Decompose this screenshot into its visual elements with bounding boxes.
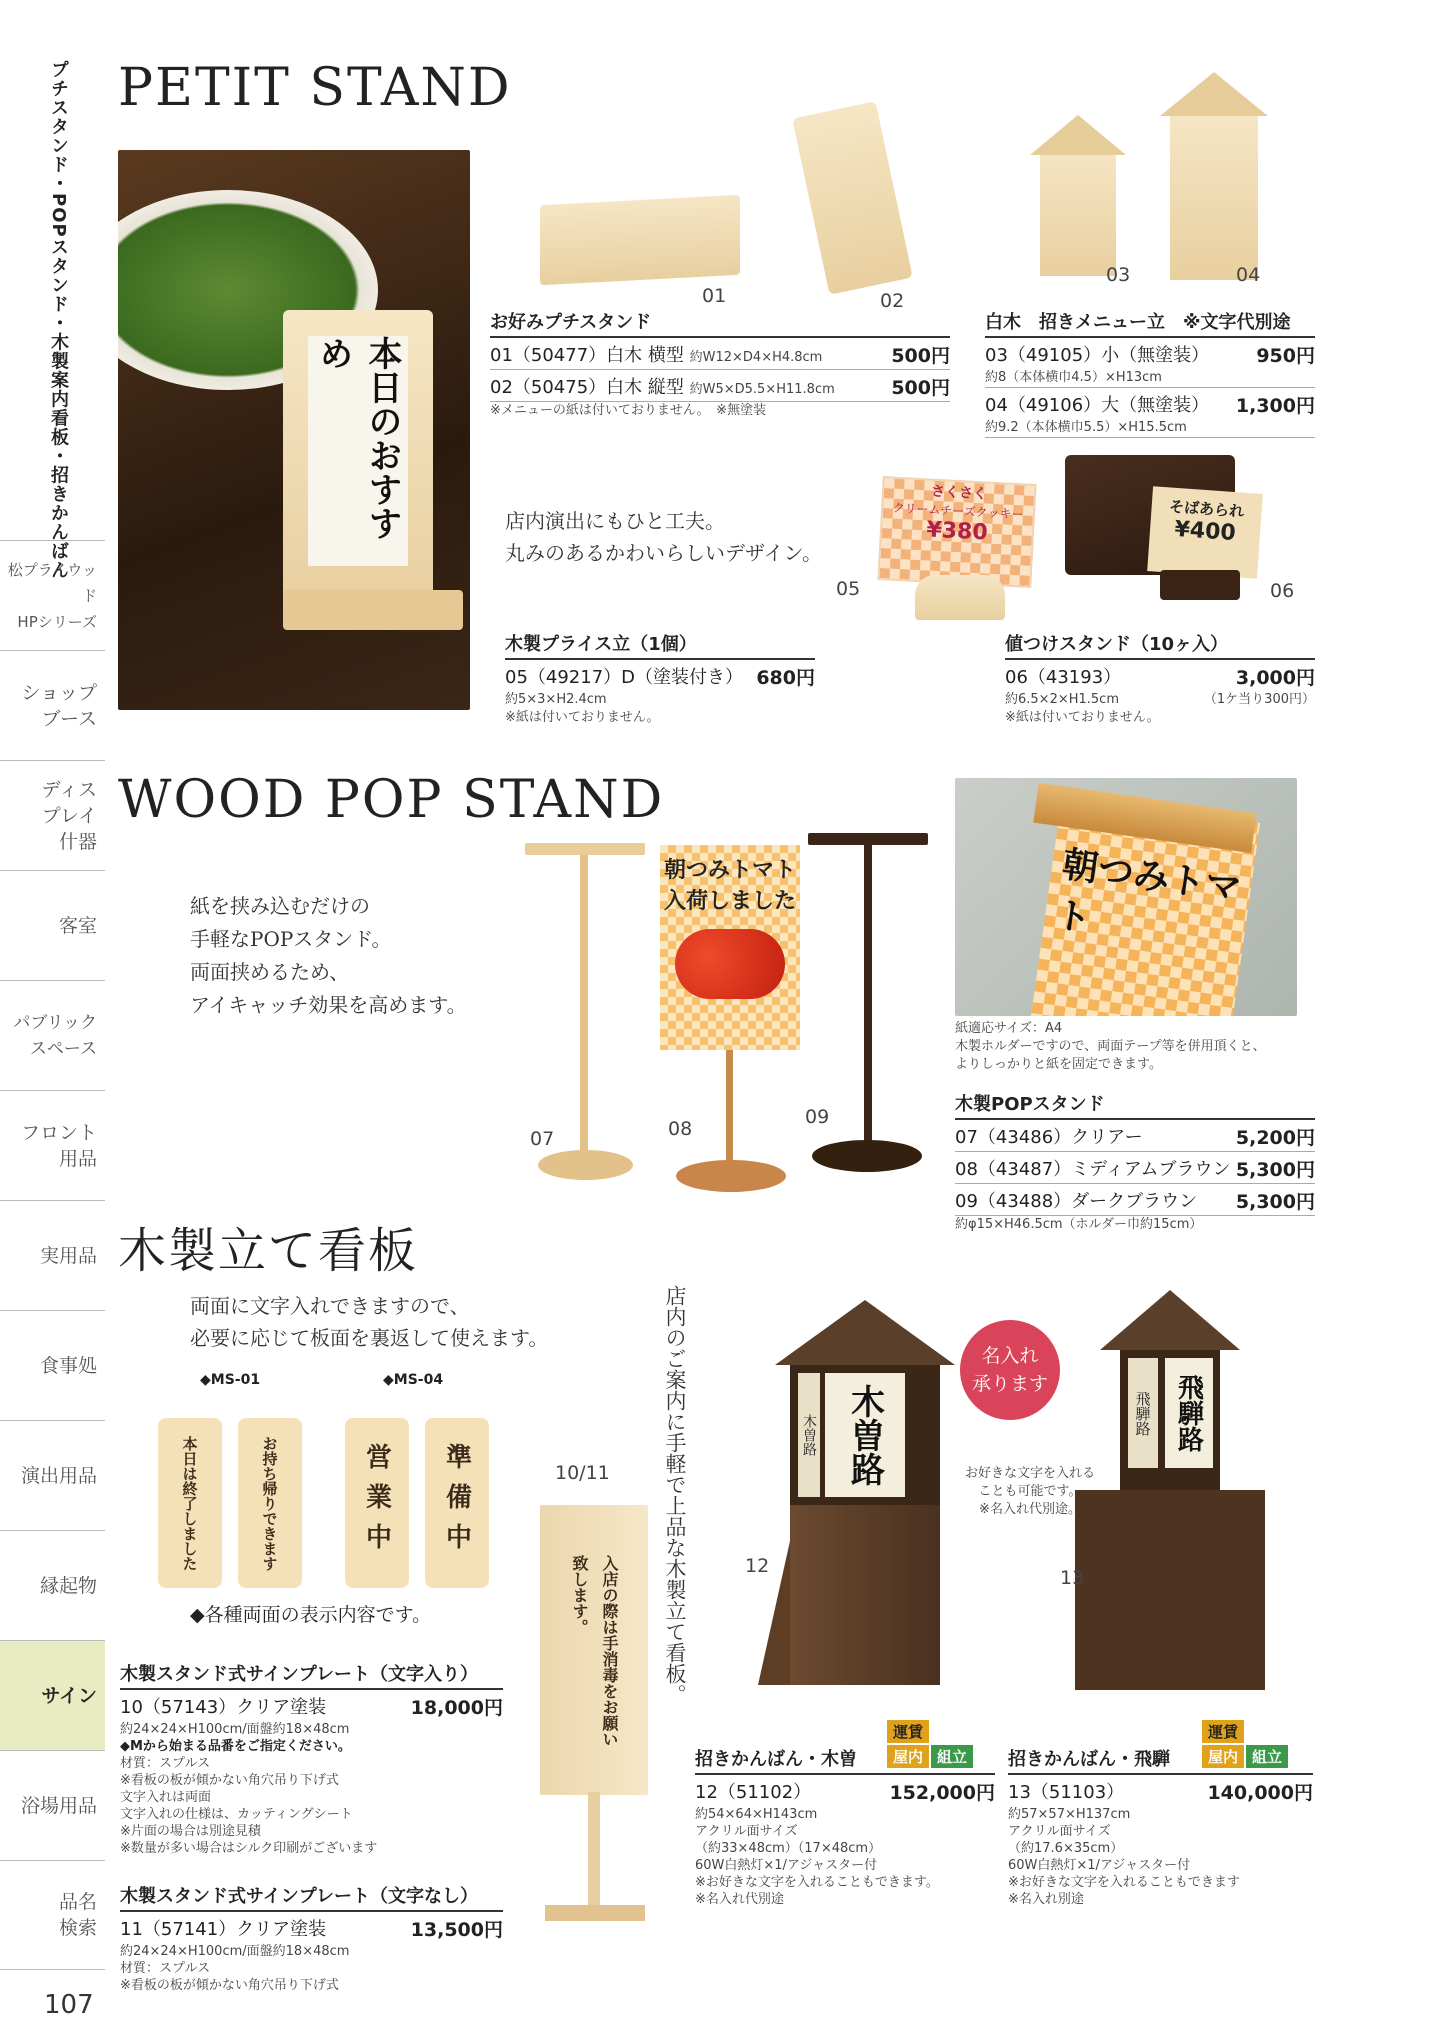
label-05: 05: [836, 578, 861, 600]
neduke-card-image: そばあられ ¥400: [1147, 486, 1263, 578]
hida-heading: 招きかんばん・飛騨: [1008, 1745, 1313, 1775]
badge-indoor: 屋内: [887, 1745, 929, 1768]
woodpop-product-block: [955, 1090, 1315, 1234]
lantern-12-frame: [790, 1365, 940, 1505]
hida-row: 13（51103） 140,000円: [1008, 1782, 1313, 1804]
pop-holder-closeup-photo: [955, 778, 1297, 1016]
stand-02-image: [792, 101, 913, 295]
sign-base: [283, 590, 463, 630]
menu-stand-04-roof: [1160, 72, 1268, 116]
shiraki-row-04: 04（49106）大（無塗装） 1,300円: [985, 395, 1315, 417]
kiso-block: [695, 1745, 995, 1908]
neduke-row: 06（43193） 3,000円: [1005, 667, 1315, 689]
label-10-11: 10/11: [555, 1462, 610, 1484]
sidebar-item-search[interactable]: 品名 検索: [0, 1860, 105, 1970]
lantern-13-roof: [1100, 1290, 1240, 1350]
signplate-11-details: 約24×24×H100cm/面盤約18×48cm 材質：スプルス ※看板の板が傾かない角穴吊り下げ式: [120, 1944, 350, 1993]
name-engraving-badge: 名入れ 承ります: [960, 1320, 1060, 1420]
sidebar-item-public-space[interactable]: パブリック スペース: [0, 980, 105, 1090]
woodpop-row-09: 09（43488）ダークブラウン 5,300円: [955, 1184, 1315, 1216]
woodpop-copy: 紙を挟み込むだけの 手軽なPOPスタンド。 両面挟めるため、 アイキャッチ効果を高めます。: [190, 894, 467, 1017]
signplate-10-details: 約24×24×H100cm/面盤約18×48cm ◆Mから始まる品番をご指定ください。 材質：スプルス ※看板の板が傾かない角穴吊り下げ式 文字入れは両面 文字入れの仕様は、カッティングシート ※片面の場合は別途見積 ※数量が多い場合はシルク印刷がございます: [120, 1722, 378, 1856]
label-12: 12: [745, 1555, 770, 1577]
badge-assembly: 組立: [1246, 1745, 1288, 1768]
signboard-pole: [588, 1792, 600, 1912]
stand-01-image: [540, 195, 740, 285]
pop-stand-07-base: [538, 1150, 633, 1180]
sign-card-text: 本日のおすすめ: [308, 336, 408, 566]
okonomi-row-01: 01（50477）白木 横型 約W12×D4×H4.8cm 500円: [490, 338, 950, 370]
neduke-block: [1005, 630, 1315, 727]
signplate-11-heading: 木製スタンド式サインプレート（文字なし）: [120, 1882, 503, 1912]
ms04-label: ◆MS-04: [383, 1372, 444, 1388]
pop-stand-09-pole: [864, 845, 872, 1145]
shiraki-size-04: 約9.2（本体横巾5.5）×H15.5cm: [985, 419, 1315, 438]
woodpop-row-08: 08（43487）ミディアムブラウン 5,300円: [955, 1152, 1315, 1184]
neduke-heading: 値つけスタンド（10ヶ入）: [1005, 630, 1315, 660]
badge-freight: 運賃: [887, 1720, 929, 1743]
sidebar-item-plywood[interactable]: 松プライウッド HPシリーズ: [0, 540, 105, 650]
kiso-details: 約54×64×H143cm アクリル面サイズ （約33×48cm）（17×48cm） 60W白熱灯×1/アジャスター付 ※お好きな文字を入れることもできます。 ※名入れ代別途: [695, 1807, 939, 1907]
name-engraving-notes: お好きな文字を入れる ことも可能です。 ※名入れ代別途。: [964, 1466, 1095, 1517]
sign-stand-image: [283, 310, 433, 610]
page-number: 107: [44, 1990, 94, 2020]
okonomi-heading: お好みプチスタンド: [490, 308, 950, 338]
petit-main-photo: [118, 150, 470, 710]
badge-freight: 運賃: [1202, 1720, 1244, 1743]
signplate-10-row: 10（57143）クリア塗装 18,000円: [120, 1697, 503, 1719]
sidebar-item-practical[interactable]: 実用品: [0, 1200, 105, 1310]
menu-stand-03-image: [1040, 148, 1116, 276]
label-06: 06: [1270, 580, 1295, 602]
ms01-label: ◆MS-01: [200, 1372, 261, 1388]
okonomi-note: ※メニューの紙は付いておりません。 ※無塗装: [490, 403, 767, 418]
lantern-13-base: [1075, 1490, 1265, 1690]
sign-card-takeout: お持ち帰りできます: [238, 1418, 302, 1588]
pop-stand-09-base: [812, 1140, 922, 1172]
sidebar-item-sign[interactable]: サイン: [0, 1640, 105, 1750]
tate-vertical-copy: 店内のご案内に手軽で上品な木製立て看板。: [663, 1285, 687, 1705]
sidebar-item-guestroom[interactable]: 客室: [0, 870, 105, 980]
sidebar-item-display[interactable]: ディス プレイ 什器: [0, 760, 105, 870]
label-03: 03: [1106, 264, 1131, 286]
kiso-heading: 招きかんばん・木曽: [695, 1745, 995, 1775]
okonomi-product-block: [490, 308, 950, 420]
sign-card-open: 営業中: [345, 1418, 409, 1588]
pop-detail-notes: 紙適応サイズ：A4 木製ホルダーですので、両面テープ等を併用頂くと、 よりしっかりと紙を固定できます。: [955, 1021, 1266, 1072]
lantern-12-side: 木曽路: [798, 1373, 820, 1497]
neduke-base: [1160, 570, 1240, 600]
okonomi-row-02: 02（50475）白木 縦型 約W5×D5.5×H11.8cm 500円: [490, 370, 950, 402]
menu-stand-03-roof: [1030, 115, 1126, 155]
tate-copy: 両面に文字入れできますので、 必要に応じて板面を裏返して使えます。: [190, 1294, 549, 1350]
kiso-badges: [885, 1720, 929, 1743]
closeup-poster: 朝つみトマト: [1030, 795, 1260, 1016]
pop-stand-08-base: [676, 1160, 786, 1192]
price-card-05-image: さくさく クリームチーズクッキー ¥380: [877, 476, 1036, 588]
label-13: 13: [1060, 1567, 1085, 1589]
sidebar-item-shop-booth[interactable]: ショップ ブース: [0, 650, 105, 760]
label-02: 02: [880, 290, 905, 312]
pop-stand-08-pole: [726, 1050, 733, 1165]
price-stand-note: ※紙は付いておりません。: [505, 710, 660, 725]
sign-card-caption: ◆各種両面の表示内容です。: [190, 1604, 432, 1626]
pop-stand-07-pole: [580, 855, 588, 1155]
price-stand-row: 05（49217）D（塗装付き） 680円: [505, 667, 815, 689]
signplate-10-heading: 木製スタンド式サインプレート（文字入り）: [120, 1660, 503, 1690]
tomato-illustration: [675, 929, 785, 999]
signplate-11-block: [120, 1882, 503, 1994]
hida-block: [1008, 1745, 1313, 1908]
sidebar-item-front[interactable]: フロント 用品: [0, 1090, 105, 1200]
badge-assembly: 組立: [931, 1745, 973, 1768]
lantern-13-side: 飛騨路: [1128, 1358, 1158, 1468]
hida-details: 約57×57×H137cm アクリル面サイズ （約17.6×35cm） 60W白熱灯×1/アジャスター付 ※お好きな文字を入れることもできます ※名入れ別途: [1008, 1807, 1240, 1907]
sign-card-closed: 本日は終了しました: [158, 1418, 222, 1588]
signplate-11-row: 11（57141）クリア塗装 13,500円: [120, 1919, 503, 1941]
wood-pop-stand-title: WOOD POP STAND: [118, 770, 665, 830]
tate-kanban-title: 木製立て看板: [118, 1223, 419, 1279]
price-stand-size: 約5×3×H2.4cm: [505, 692, 607, 707]
neduke-size-row: 約6.5×2×H1.5cm （1ケ当り300円）: [1005, 692, 1315, 707]
label-09: 09: [805, 1106, 830, 1128]
signboard-base: [545, 1905, 645, 1921]
shiraki-row-03: 03（49105）小（無塗装） 950円: [985, 345, 1315, 367]
sidebar-item-lucky[interactable]: 縁起物: [0, 1530, 105, 1640]
pop-stand-08-poster: 朝つみトマト 入荷しました: [660, 845, 800, 1050]
label-07: 07: [530, 1128, 555, 1150]
lantern-12-base: [790, 1505, 940, 1685]
signplate-10-block: [120, 1660, 503, 1857]
lantern-13-face: 飛騨路: [1165, 1358, 1213, 1468]
woodpop-size: 約φ15×H46.5cm（ホルダー巾約15cm）: [955, 1217, 1203, 1232]
sidebar-item-dining[interactable]: 食事処: [0, 1310, 105, 1420]
price-stand-heading: 木製プライス立（1個）: [505, 630, 815, 660]
neduke-note: ※紙は付いておりません。: [1005, 710, 1160, 725]
label-01: 01: [702, 285, 727, 307]
sidebar-category-title: プチスタンド・POPスタンド・木製案内看板・招きかんばん: [48, 60, 69, 580]
pop-stand-07-holder: [525, 843, 645, 855]
sidebar-item-staging[interactable]: 演出用品: [0, 1420, 105, 1530]
standing-signboard-image: [540, 1505, 648, 1795]
badge-indoor: 屋内: [1202, 1745, 1244, 1768]
kiso-row: 12（51102） 152,000円: [695, 1782, 995, 1804]
signboard-text: 入店の際は手消毒をお願い致します。: [570, 1555, 619, 1747]
shiraki-size-03: 約8（本体横巾4.5）×H13cm: [985, 369, 1315, 388]
sidebar: [0, 0, 105, 2035]
shiraki-product-block: [985, 308, 1315, 438]
label-04: 04: [1236, 264, 1261, 286]
menu-stand-04-image: [1170, 112, 1258, 280]
sign-card-prep: 準備中: [425, 1418, 489, 1588]
petit-copy: 店内演出にもひと工夫。 丸みのあるかわいらしいデザイン。: [505, 509, 822, 565]
shiraki-heading: 白木 招きメニュー立 ※文字代別途: [985, 308, 1315, 338]
hida-badges: [1200, 1720, 1244, 1743]
sidebar-item-bath[interactable]: 浴場用品: [0, 1750, 105, 1860]
petit-stand-title: PETIT STAND: [118, 58, 512, 118]
pop-stand-09-holder: [808, 833, 928, 845]
price-stand-block: [505, 630, 815, 727]
lantern-12-face: 木曽路: [825, 1373, 905, 1497]
lantern-13-frame: [1120, 1350, 1220, 1490]
lantern-12-roof: [775, 1300, 955, 1365]
woodpop-heading: 木製POPスタンド: [955, 1090, 1315, 1120]
label-08: 08: [668, 1118, 693, 1140]
woodpop-row-07: 07（43486）クリアー 5,200円: [955, 1120, 1315, 1152]
price-stand-05-base: [915, 575, 1005, 620]
